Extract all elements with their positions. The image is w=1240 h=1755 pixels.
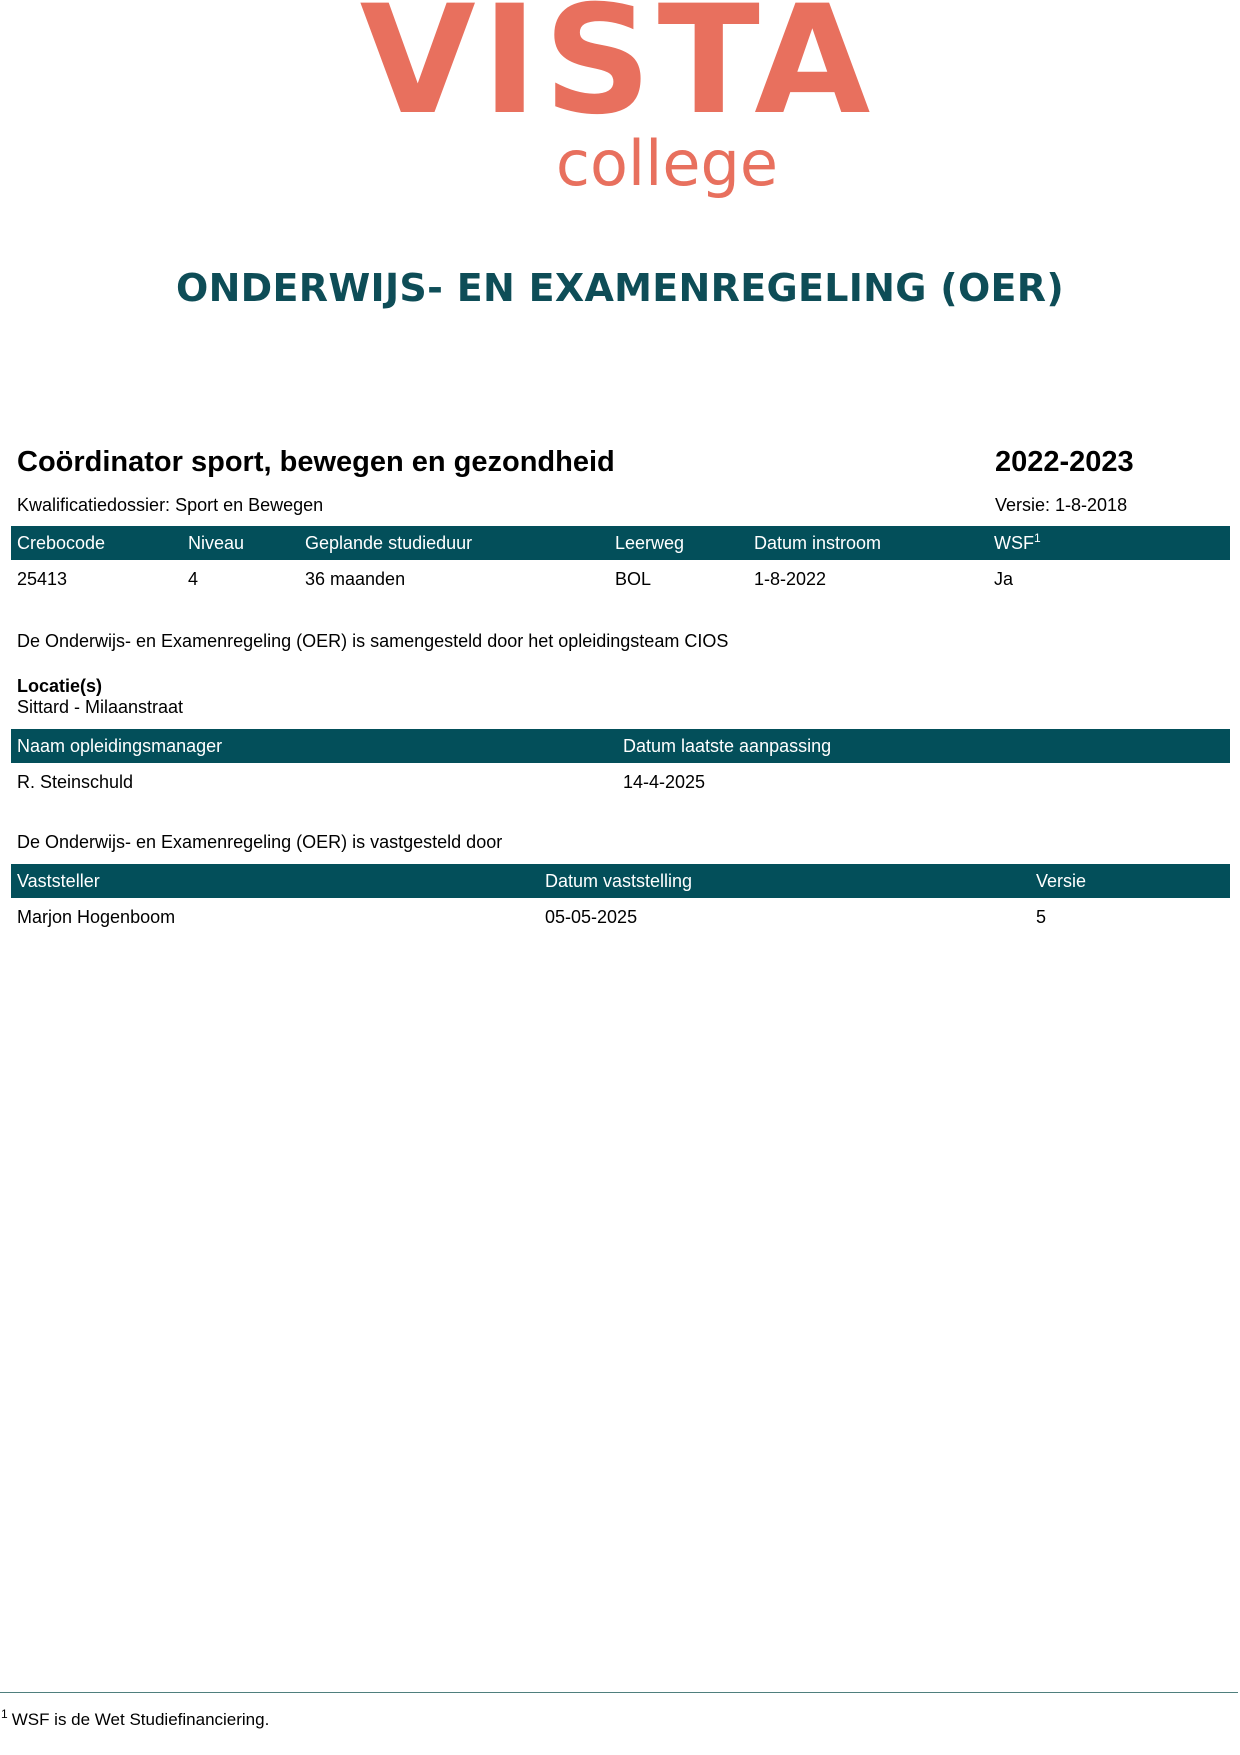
cell-versie: 5 xyxy=(1036,907,1047,927)
cell-studieduur: 36 maanden xyxy=(305,569,406,589)
footnote-mark: 1 xyxy=(1,1707,8,1722)
header-versie: Versie xyxy=(1036,871,1087,891)
logo-vista-text: VISTA xyxy=(359,0,877,148)
header-datum-instroom: Datum instroom xyxy=(754,533,882,553)
programme-info-table xyxy=(11,526,1230,596)
footnote xyxy=(1,1707,270,1730)
manager-table xyxy=(11,729,1230,799)
vista-college-logo xyxy=(350,0,890,210)
header-wsf xyxy=(994,526,1041,560)
programme-name: Coördinator sport, bewegen en gezondheid xyxy=(17,446,615,478)
logo-college-text: college xyxy=(555,127,778,200)
wsf-footnote-mark: 1 xyxy=(1034,531,1041,545)
header-vaststeller: Vaststeller xyxy=(17,871,100,891)
cell-leerweg: BOL xyxy=(615,569,652,589)
header-niveau: Niveau xyxy=(188,533,245,553)
table-header-row xyxy=(11,729,1230,763)
header-datum-vaststelling: Datum vaststelling xyxy=(545,871,693,891)
cell-niveau: 4 xyxy=(188,569,199,589)
table-row xyxy=(11,763,1230,799)
header-crebocode: Crebocode xyxy=(17,533,106,553)
cell-laatste-aanpassing: 14-4-2025 xyxy=(623,772,706,792)
header-studieduur: Geplande studieduur xyxy=(305,533,473,553)
header-wsf-label: WSF xyxy=(994,533,1034,553)
header-laatste-aanpassing: Datum laatste aanpassing xyxy=(623,736,832,756)
footnote-text: WSF is de Wet Studiefinanciering. xyxy=(11,1710,270,1729)
locations-value: Sittard - Milaanstraat xyxy=(17,697,184,717)
school-year: 2022-2023 xyxy=(995,446,1134,478)
cell-wsf: Ja xyxy=(994,569,1014,589)
established-by-text: De Onderwijs- en Examenregeling (OER) is vastgesteld door xyxy=(17,832,503,852)
header-opleidingsmanager: Naam opleidingsmanager xyxy=(17,736,223,756)
composed-by-text: De Onderwijs- en Examenregeling (OER) is samengesteld door het opleidingsteam CIOS xyxy=(17,631,729,651)
locations-label: Locatie(s) xyxy=(17,676,103,696)
qualification-dossier: Kwalificatiedossier: Sport en Bewegen xyxy=(17,495,324,515)
cell-crebocode: 25413 xyxy=(17,569,68,589)
vaststelling-table xyxy=(11,864,1230,934)
cell-datum-vaststelling: 05-05-2025 xyxy=(545,907,638,927)
cell-vaststeller: Marjon Hogenboom xyxy=(17,907,176,927)
header-leerweg: Leerweg xyxy=(615,533,685,553)
document-title: ONDERWIJS- EN EXAMENREGELING (OER) xyxy=(175,266,1065,310)
dossier-version: Versie: 1-8-2018 xyxy=(995,495,1128,515)
table-row xyxy=(11,898,1230,934)
table-header-row xyxy=(11,864,1230,898)
cell-opleidingsmanager: R. Steinschuld xyxy=(17,772,134,792)
table-header-row xyxy=(11,526,1230,560)
footnote-divider xyxy=(0,1692,1238,1693)
cell-datum-instroom: 1-8-2022 xyxy=(754,569,827,589)
table-row xyxy=(11,560,1230,596)
